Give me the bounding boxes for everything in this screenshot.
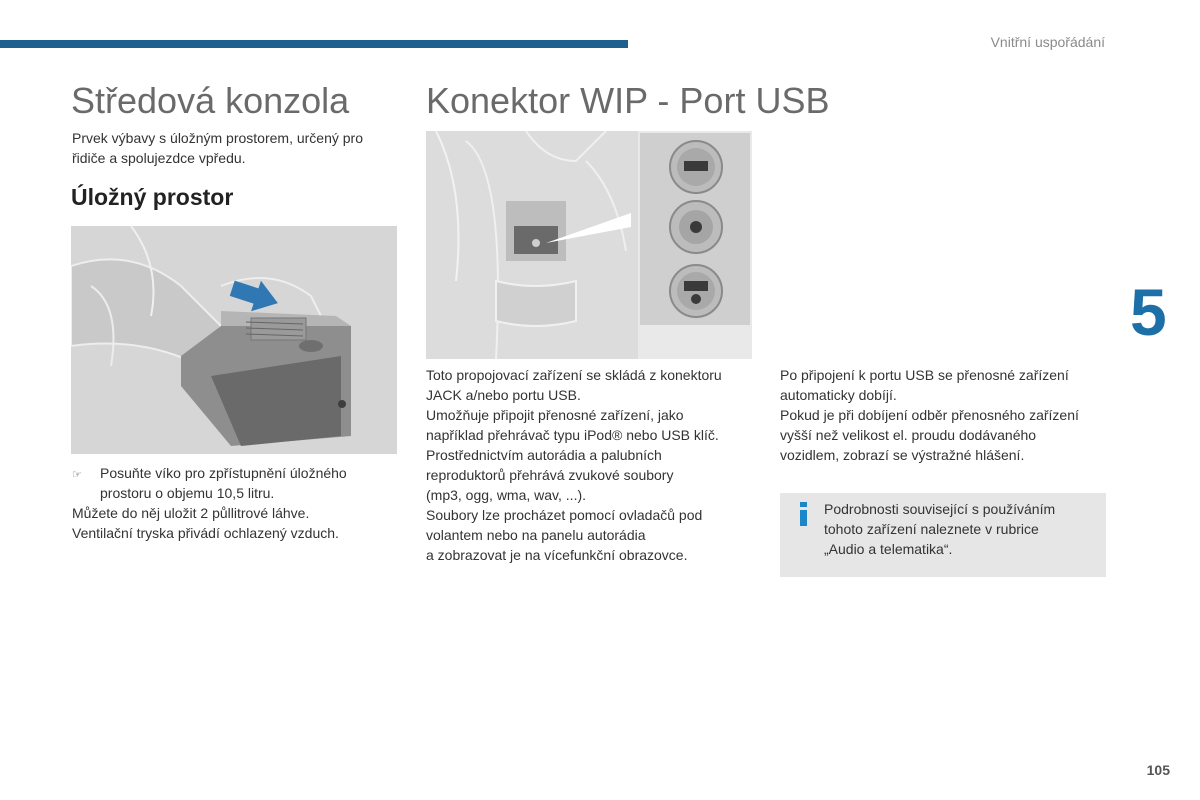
info-box xyxy=(780,493,1106,577)
usb-text-line: reproduktorů přehrává zvukové soubory xyxy=(426,467,674,483)
intro-line: řidiče a spolujezdce vpředu. xyxy=(72,150,246,166)
usb-text-line: (mp3, ogg, wma, wav, ...). xyxy=(426,487,587,503)
usb-text-line: Soubory lze procházet pomocí ovladačů pod xyxy=(426,507,703,523)
usb-description xyxy=(426,365,766,565)
title-center-console: Středová konzola xyxy=(71,80,350,121)
hand-pointer-icon: ☞ xyxy=(72,469,82,481)
chapter-number: 5 xyxy=(1130,275,1167,349)
usb-text-line: Prostřednictvím autorádia a palubních xyxy=(426,447,662,463)
bullet-line: Posuňte víko pro zpřístupnění úložného xyxy=(100,465,347,481)
storage-text-line: Ventilační tryska přivádí ochlazený vzduch. xyxy=(72,525,339,541)
charging-description xyxy=(780,365,1120,465)
page-number: 105 xyxy=(1146,762,1170,778)
info-text xyxy=(824,499,1094,559)
charging-text-line: Pokud je při dobíjení odběr přenosného zařízení xyxy=(780,407,1079,423)
top-accent-bar xyxy=(0,40,628,48)
charging-text-line: Po připojení k portu USB se přenosné zařízení xyxy=(780,367,1069,383)
usb-text-line: a zobrazovat je na vícefunkční obrazovce. xyxy=(426,547,688,563)
info-icon xyxy=(798,502,808,528)
bullet-item xyxy=(72,463,402,503)
charging-text-line: vozidlem, zobrazí se výstražné hlášení. xyxy=(780,447,1025,463)
storage-instructions xyxy=(72,463,402,543)
bullet-line: prostoru o objemu 10,5 litru. xyxy=(100,485,275,501)
usb-text-line: JACK a/nebo portu USB. xyxy=(426,387,581,403)
console-storage-illustration xyxy=(71,226,397,454)
usb-text-line: volantem nebo na panelu autorádia xyxy=(426,527,646,543)
info-text-line: tohoto zařízení naleznete v rubrice xyxy=(824,521,1039,537)
subtitle-storage: Úložný prostor xyxy=(71,184,234,210)
intro-text xyxy=(72,128,402,168)
intro-line: Prvek výbavy s úložným prostorem, určený pro xyxy=(72,130,363,146)
charging-text-line: automaticky dobíjí. xyxy=(780,387,897,403)
usb-port-illustration xyxy=(426,131,752,359)
usb-text-line: Umožňuje připojit přenosné zařízení, jako xyxy=(426,407,684,423)
usb-text-line: Toto propojovací zařízení se skládá z konektoru xyxy=(426,367,722,383)
charging-text-line: vyšší než velikost el. proudu dodávaného xyxy=(780,427,1037,443)
usb-text-line: například přehrávač typu iPod® nebo USB klíč. xyxy=(426,427,719,443)
title-usb-port: Konektor WIP - Port USB xyxy=(426,80,830,121)
storage-text-line: Můžete do něj uložit 2 půllitrové láhve. xyxy=(72,505,310,521)
section-label: Vnitřní uspořádání xyxy=(990,34,1105,50)
info-text-line: „Audio a telematika“. xyxy=(824,541,953,557)
info-text-line: Podrobnosti související s používáním xyxy=(824,501,1056,517)
